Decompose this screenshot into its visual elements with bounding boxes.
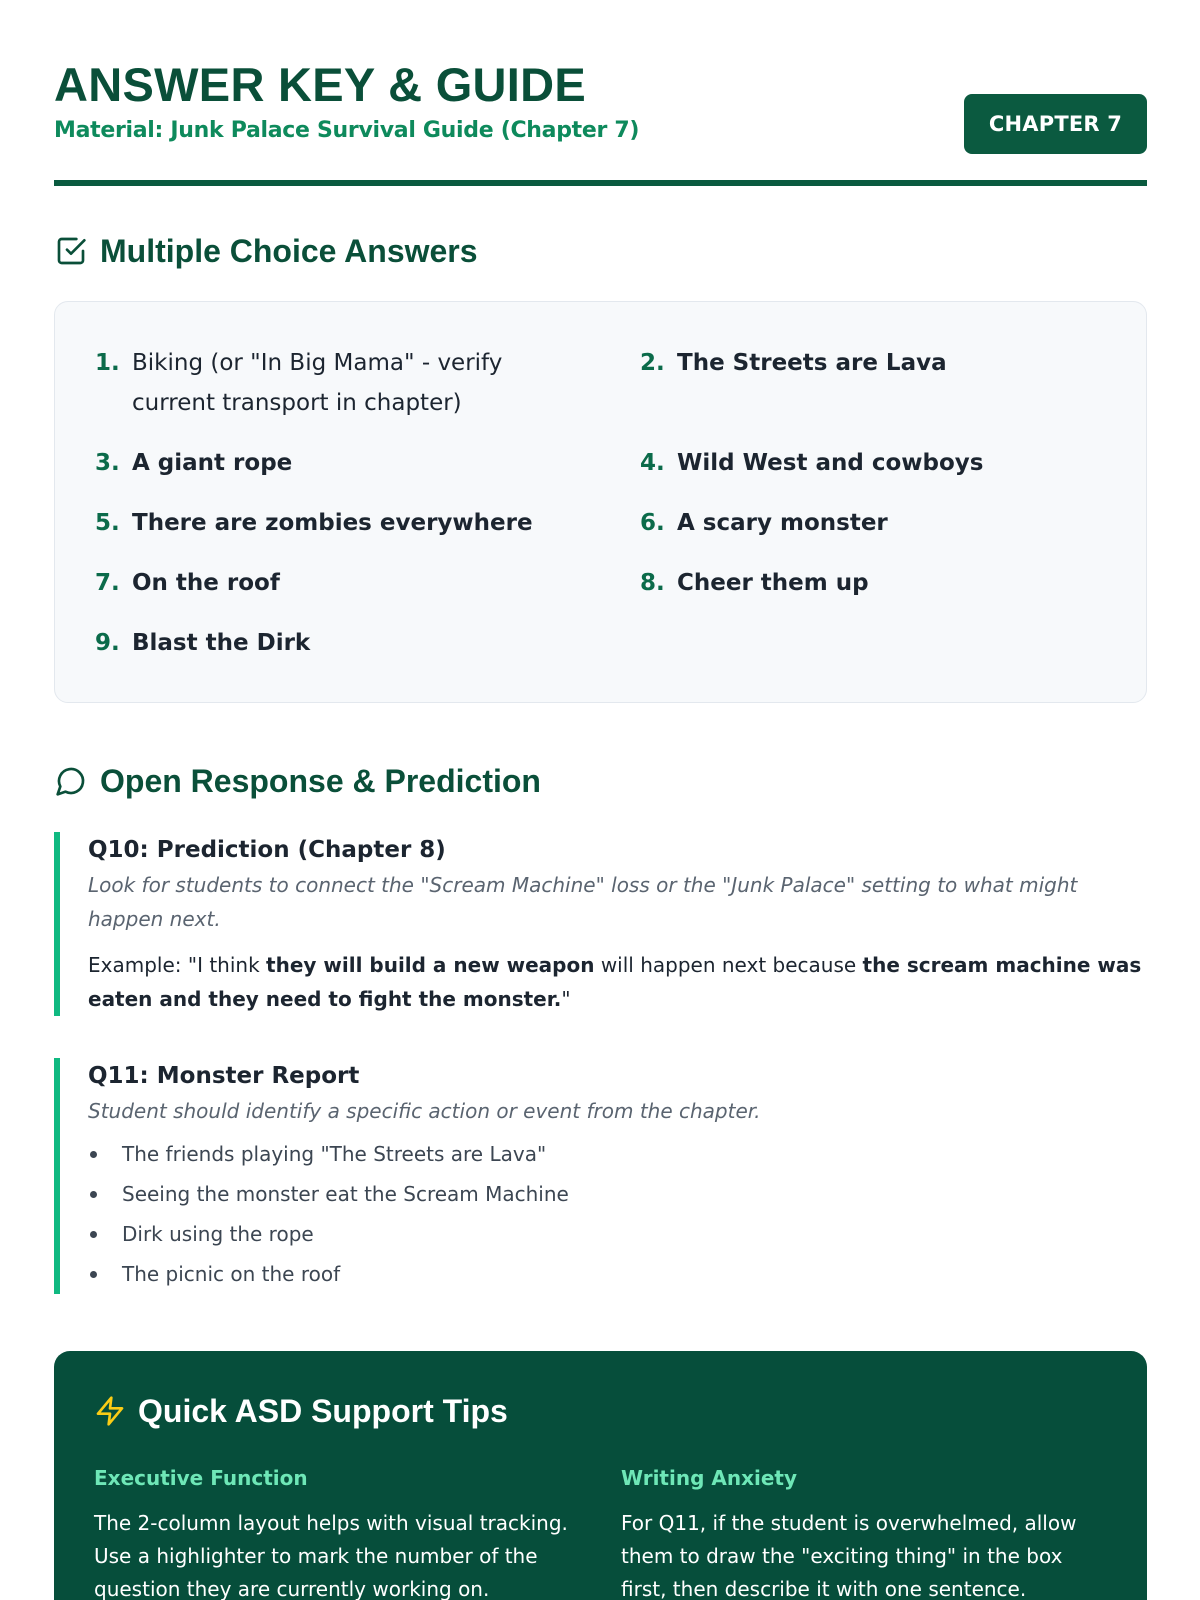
list-item: Dirk using the rope: [88, 1214, 1147, 1254]
list-item: The friends playing "The Streets are Lava": [88, 1134, 1147, 1174]
multiple-choice-heading: [54, 231, 478, 271]
q11-example-list: [88, 1134, 1147, 1294]
example-middle: will happen next because: [594, 953, 863, 977]
multiple-choice-card: [54, 301, 1147, 703]
answer-text: Wild West and cowboys: [677, 450, 984, 476]
answer-item: [640, 443, 1110, 483]
answer-item: [95, 503, 615, 543]
open-response-heading: [54, 761, 541, 801]
answer-item: [95, 443, 615, 483]
chapter-badge: CHAPTER 7: [964, 94, 1147, 154]
q11-hint: Student should identify a specific action or event from the chapter.: [88, 1099, 761, 1123]
example-emphasis: the scream machine was eaten and they need to fight the monster.: [88, 953, 1142, 1011]
answer-text: There are zombies everywhere: [132, 510, 533, 536]
answer-item: [640, 343, 1110, 383]
answer-number: 8.: [640, 570, 665, 596]
example-prefix: Example: "I think: [88, 953, 267, 977]
answer-number: 7.: [95, 570, 120, 596]
checkbox-icon: [54, 234, 88, 268]
tips-heading-label: Quick ASD Support Tips: [138, 1392, 508, 1429]
answer-number: 1.: [95, 350, 120, 376]
document-header: [54, 52, 1147, 186]
q10-hint: Look for students to connect the "Scream Machine" loss or the "Junk Palace" setting to what might happen next.: [88, 873, 1078, 931]
speech-bubble-icon: [54, 764, 88, 798]
answer-item: [95, 623, 615, 663]
tip-body: For Q11, if the student is overwhelmed, allow them to draw the "exciting thing" in the box first, then describe it with one sentence.: [621, 1511, 1077, 1600]
page-title: ANSWER KEY & GUIDE: [54, 58, 587, 111]
header-divider: [54, 180, 1147, 186]
answer-text: Cheer them up: [677, 570, 869, 596]
q10-example: [88, 948, 1147, 1016]
answer-item: [640, 563, 1110, 603]
lightning-icon: [94, 1395, 126, 1427]
section-title-label: Multiple Choice Answers: [100, 232, 478, 269]
answer-text: On the roof: [132, 570, 280, 596]
answer-text: A scary monster: [677, 510, 888, 536]
answer-number: 5.: [95, 510, 120, 536]
answer-item: [95, 343, 545, 423]
q10-title: Q10: Prediction (Chapter 8): [88, 837, 446, 863]
q11-title: Q11: Monster Report: [88, 1063, 360, 1089]
tip-writing-anxiety: [621, 1463, 1111, 1600]
answer-item: [95, 563, 615, 603]
example-suffix: ": [561, 987, 571, 1011]
list-item: Seeing the monster eat the Scream Machine: [88, 1174, 1147, 1214]
tip-heading: Writing Anxiety: [621, 1466, 797, 1490]
q11-block: [54, 1058, 1147, 1294]
answer-number: 4.: [640, 450, 665, 476]
tip-executive-function: [94, 1463, 584, 1600]
answer-text: Blast the Dirk: [132, 630, 311, 656]
example-emphasis: they will build a new weapon: [266, 953, 595, 977]
answer-text: A giant rope: [132, 450, 293, 476]
answer-number: 2.: [640, 350, 665, 376]
tips-heading: [94, 1391, 508, 1431]
section-title-label: Open Response & Prediction: [100, 762, 541, 799]
answer-text: Biking (or "In Big Mama" - verify current transport in chapter): [132, 350, 503, 416]
answer-number: 6.: [640, 510, 665, 536]
answer-item: [640, 503, 1110, 543]
list-item: The picnic on the roof: [88, 1254, 1147, 1294]
q10-block: [54, 832, 1147, 1016]
page-subtitle: Material: Junk Palace Survival Guide (Chapter 7): [54, 118, 640, 143]
support-tips-panel: [54, 1351, 1147, 1600]
tip-heading: Executive Function: [94, 1466, 308, 1490]
answer-number: 9.: [95, 630, 120, 656]
tip-body: The 2-column layout helps with visual tracking. Use a highlighter to mark the number of the question they are currently working on.: [94, 1511, 568, 1600]
answer-text: The Streets are Lava: [677, 350, 947, 376]
answer-number: 3.: [95, 450, 120, 476]
